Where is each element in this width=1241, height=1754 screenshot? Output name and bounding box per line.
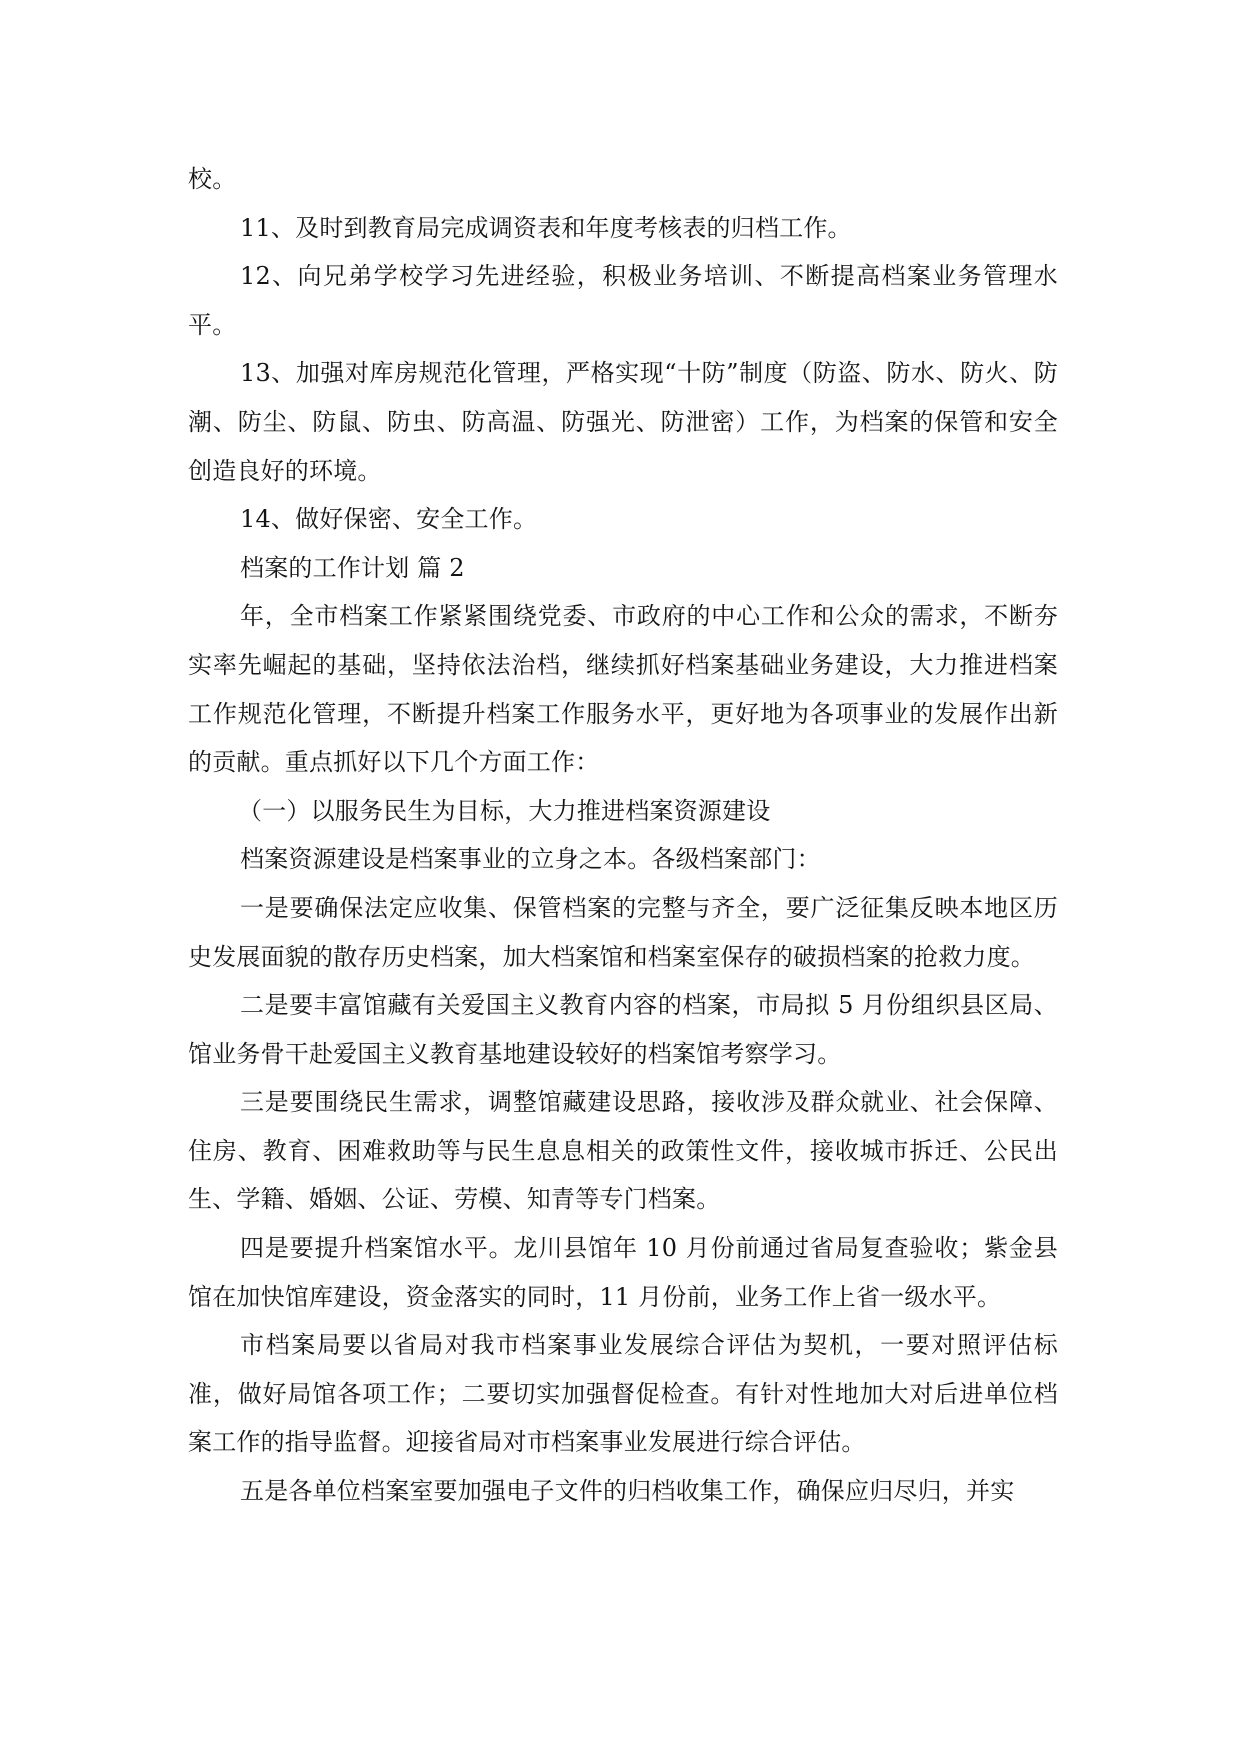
document-body (188, 155, 1058, 1516)
paragraph-item-14: 14、做好保密、安全工作。 (240, 505, 538, 534)
paragraph-resource: 档案资源建设是档案事业的立身之本。各级档案部门： (240, 845, 821, 874)
paragraph-continuation: 校。 (188, 165, 237, 193)
paragraph-point-5: 五是各单位档案室要加强电子文件的归档收集工作，确保应归尽归，并实 (240, 1477, 1015, 1506)
subsection-heading: （一）以服务民生为目标，大力推进档案资源建设 (238, 796, 771, 825)
paragraph-point-1: 一是要确保法定应收集、保管档案的完整与齐全，要广泛征集反映本地区历史发展面貌的散存历史档案，加大档案馆和档案室保存的破损档案的抢救力度。 (188, 893, 1058, 971)
paragraph-item-11: 11、及时到教育局完成调资表和年度考核表的归档工作。 (240, 213, 852, 242)
paragraph-item-12: 12、向兄弟学校学习先进经验，积极业务培训、不断提高档案业务管理水平。 (188, 262, 1058, 339)
paragraph-point-2: 二是要丰富馆藏有关爱国主义教育内容的档案，市局拟 5 月份组织县区局、馆业务骨干赴爱国主义教育基地建设较好的档案馆考察学习。 (188, 991, 1058, 1068)
paragraph-evaluation: 市档案局要以省局对我市档案事业发展综合评估为契机，一要对照评估标准，做好局馆各项工作；二要切实加强督促检查。有针对性地加大对后进单位档案工作的指导监督。迎接省局对市档案事业发展进行综合评估。 (188, 1331, 1058, 1457)
paragraph-point-3: 三是要围绕民生需求，调整馆藏建设思路，接收涉及群众就业、社会保障、住房、教育、困难救助等与民生息息相关的政策性文件，接收城市拆迁、公民出生、学籍、婚姻、公证、劳模、知青等专门档案。 (188, 1088, 1058, 1214)
paragraph-point-4: 四是要提升档案馆水平。龙川县馆年 10 月份前通过省局复查验收；紫金县馆在加快馆库建设，资金落实的同时，11 月份前，业务工作上省一级水平。 (188, 1234, 1058, 1311)
paragraph-item-13: 13、加强对库房规范化管理，严格实现“十防”制度（防盗、防水、防火、防潮、防尘、防鼠、防虫、防高温、防强光、防泄密）工作，为档案的保管和安全创造良好的环境。 (188, 359, 1058, 485)
paragraph-intro: 年，全市档案工作紧紧围绕党委、市政府的中心工作和公众的需求，不断夯实率先崛起的基础，坚持依法治档，继续抓好档案基础业务建设，大力推进档案工作规范化管理，不断提升档案工作服务水平，更好地为各项事业的发展作出新的贡献。重点抓好以下几个方面工作： (188, 602, 1058, 777)
section-heading: 档案的工作计划 篇 2 (240, 553, 465, 582)
